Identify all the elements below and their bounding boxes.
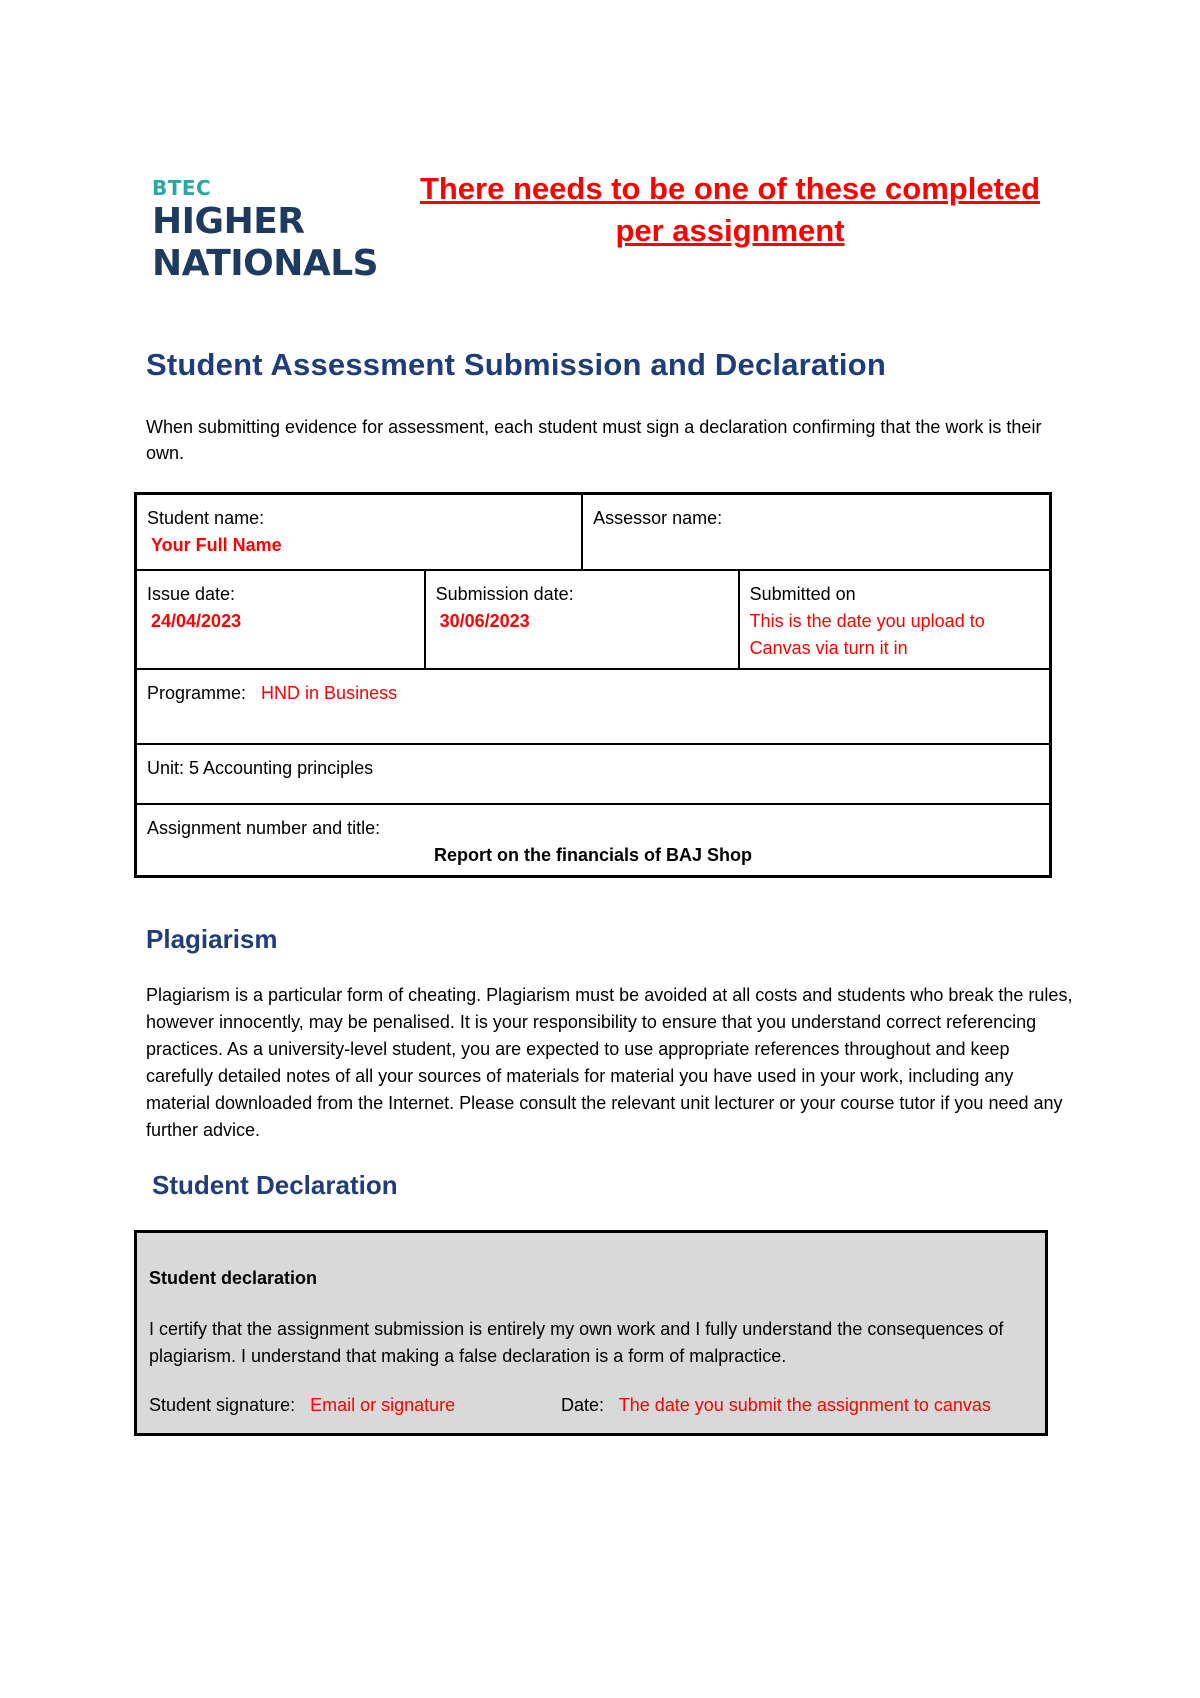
form-row-dates: [136, 570, 1051, 669]
submitted-on-cell[interactable]: [739, 570, 1051, 669]
intro-text: When submitting evidence for assessment, each student must sign a declaration confirming that the work is their own.: [146, 417, 1042, 463]
date-field[interactable]: [561, 1392, 991, 1419]
submission-form-table: [134, 492, 1052, 878]
btec-logo: [152, 178, 378, 282]
date-label: Date:: [561, 1395, 605, 1415]
programme-label: Programme:: [147, 682, 247, 703]
date-value: The date you submit the assignment to canvas: [618, 1395, 991, 1415]
logo-btec-text: BTEC: [152, 176, 212, 200]
notice-line-2: per assignment: [615, 213, 845, 248]
declaration-box-title: Student declaration: [149, 1268, 318, 1288]
submitted-on-label: Submitted on: [749, 583, 856, 604]
page-title: Student Assessment Submission and Declaration: [146, 347, 886, 382]
submitted-on-value: This is the date you upload to Canvas via turn it in: [749, 610, 985, 658]
assessor-name-cell[interactable]: [582, 494, 1050, 570]
issue-date-label: Issue date:: [147, 583, 236, 604]
form-row-programme: [136, 669, 1051, 744]
signature-value: Email or signature: [310, 1395, 456, 1415]
issue-date-cell[interactable]: [136, 570, 425, 669]
student-name-cell[interactable]: [136, 494, 583, 570]
signature-field[interactable]: [149, 1392, 561, 1419]
student-declaration-box: [134, 1230, 1048, 1436]
assessor-name-label: Assessor name:: [593, 508, 723, 528]
declaration-text: I certify that the assignment submission is entirely my own work and I fully understand the consequences of plagiarism. I understand that making a false declaration is a form of malpractice.: [149, 1319, 1004, 1366]
assignment-cell[interactable]: [136, 804, 1051, 877]
programme-value: HND in Business: [261, 682, 398, 703]
unit-cell[interactable]: [136, 744, 1051, 804]
submission-date-value: 30/06/2023: [439, 610, 530, 631]
plagiarism-heading: Plagiarism: [146, 924, 278, 954]
unit-text: Unit: 5 Accounting principles: [147, 757, 374, 778]
logo-higher-text: HIGHER: [152, 201, 305, 242]
submission-date-label: Submission date:: [435, 583, 574, 604]
student-declaration-heading: Student Declaration: [152, 1170, 398, 1200]
form-row-unit: [136, 744, 1051, 804]
logo-nationals-text: NATIONALS: [152, 243, 379, 284]
notice-line-1: There needs to be one of these completed: [419, 171, 1041, 206]
form-row-assignment: [136, 804, 1051, 877]
submission-date-cell[interactable]: [425, 570, 739, 669]
assignment-label: Assignment number and title:: [147, 817, 381, 838]
signature-label: Student signature:: [149, 1395, 296, 1415]
form-row-names: [136, 494, 1051, 570]
student-name-label: Student name:: [147, 508, 265, 528]
declaration-signature-row: [149, 1392, 1033, 1419]
student-name-value: Your Full Name: [151, 535, 282, 555]
plagiarism-text: Plagiarism is a particular form of cheating. Plagiarism must be avoided at all costs and students who break the rules, however innocently, may be penalised. It is your responsibility to ensure that you understand correct referencing practices. As a university-level student, you are expected to use appropriate references throughout and keep carefully detailed notes of all your sources of materials for material you have used in your work, including any material downloaded from the Internet. Please consult the relevant unit lecturer or your course tutor if you need any further advice.: [146, 985, 1073, 1140]
issue-date-value: 24/04/2023: [151, 610, 242, 631]
completion-notice: [400, 168, 1060, 252]
assignment-value: Report on the financials of BAJ Shop: [433, 844, 752, 865]
programme-cell[interactable]: [136, 669, 1051, 744]
